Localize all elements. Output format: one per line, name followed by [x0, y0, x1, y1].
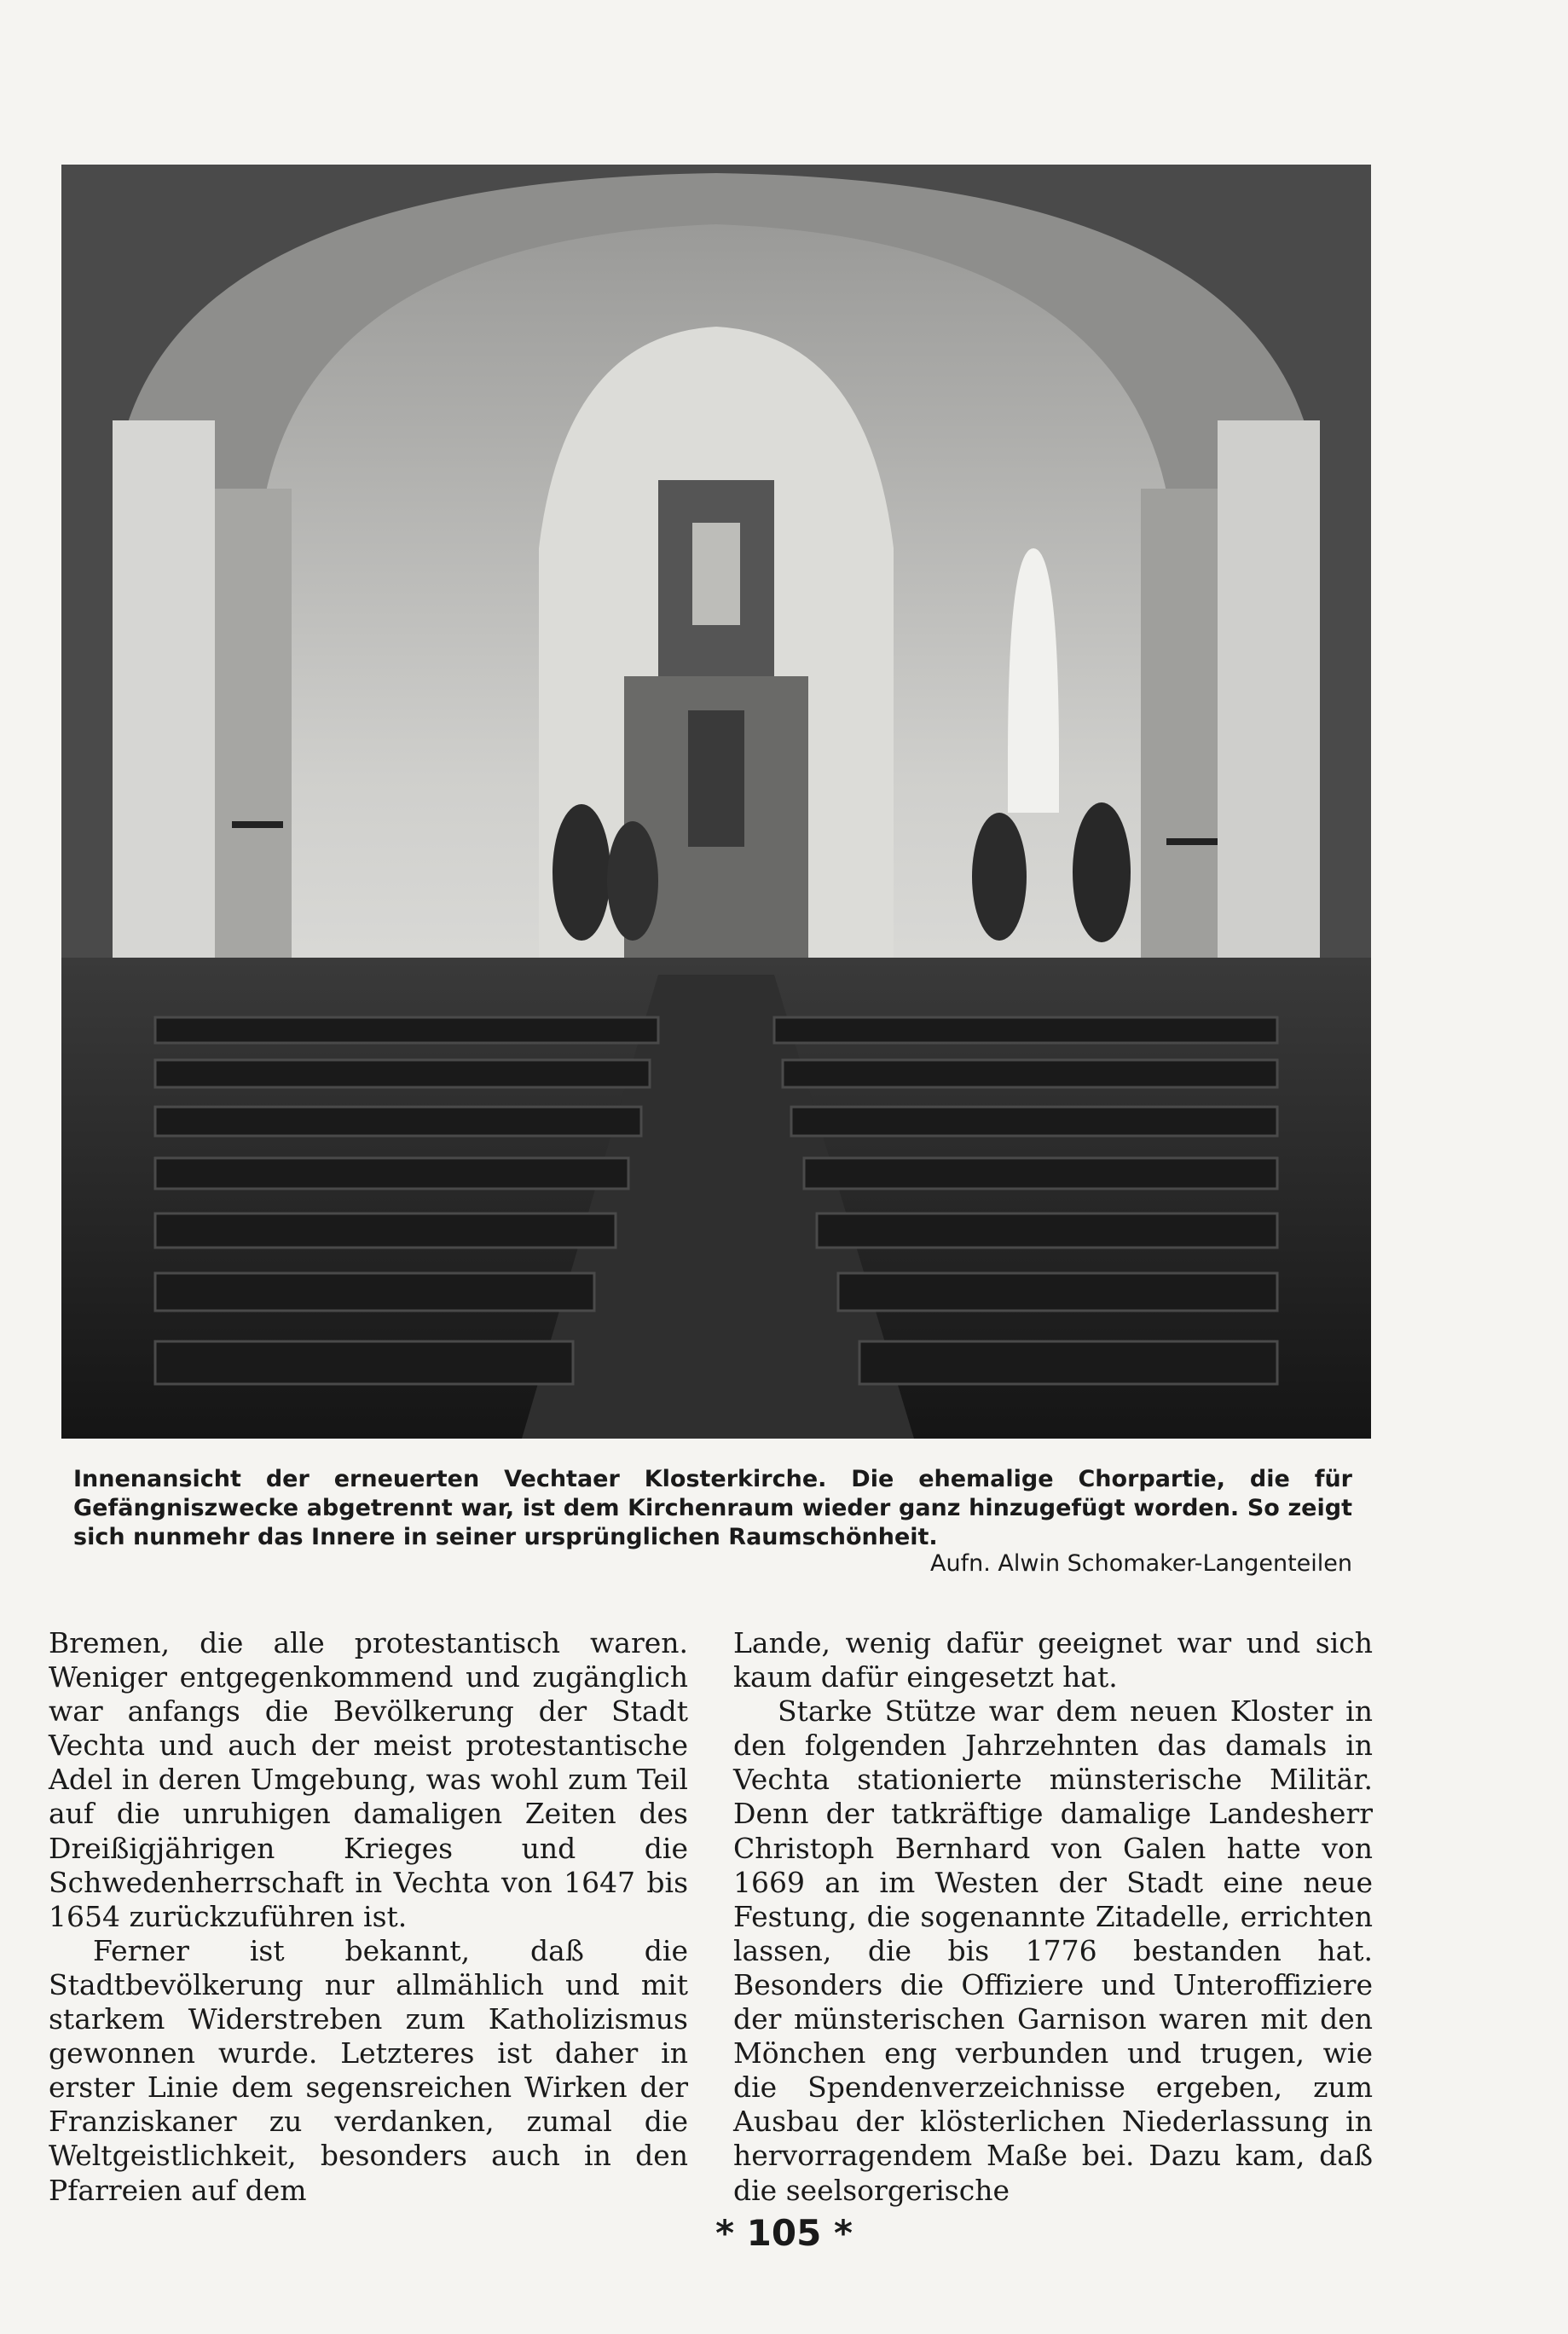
church-interior-illustration-icon: [61, 165, 1371, 1439]
left-paragraph-2: Ferner ist bekannt, daß die Stadtbevölkerung nur allmählich und mit starkem Widerstreben zum Katholizismus gewonnen wurde. Letzteres ist daher in erster Linie dem segensreichen Wirken der Franziskaner zu verdanken, zumal die Weltgeistlichkeit, besonders auch in den Pfarreien auf dem: [49, 1933, 688, 2207]
left-paragraph-1: Bremen, die alle protestantisch waren. Weniger entgegenkommend und zugänglich war anfangs die Bevölkerung der Stadt Vechta und auch der meist protestantische Adel in deren Umgebung, was wohl zum Teil auf die unruhigen damaligen Zeiten des Dreißigjährigen Krieges und die Schwedenherrschaft in Vechta von 1647 bis 1654 zurückzuführen ist.: [49, 1626, 688, 1933]
right-paragraph-1: Lande, wenig dafür geeignet war und sich kaum dafür eingesetzt hat.: [733, 1626, 1373, 1694]
photo-caption: Innenansicht der erneuerten Vechtaer Klosterkirche. Die ehemalige Chorpartie, die für Gefängniszwecke abgetrennt war, ist dem Kirchenraum wieder ganz hinzugefügt worden. So zeigt sich nunmehr das Innere in seiner ursprünglichen Raumschönheit.: [73, 1466, 1352, 1550]
right-column: [733, 1626, 1373, 2208]
page-number: * 105 *: [715, 2212, 853, 2254]
church-interior-photo: [61, 165, 1371, 1439]
photo-credit: Aufn. Alwin Schomaker-Langenteilen: [930, 1550, 1352, 1577]
left-column: [49, 1626, 688, 2208]
right-paragraph-2: Starke Stütze war dem neuen Kloster in den folgenden Jahrzehnten das damals in Vechta stationierte münsterische Militär. Denn der tatkräftige damalige Landesherr Christoph Bernhard von Galen hatte von 1669 an im Westen der Stadt eine neue Festung, die sogenannte Zitadelle, errichten lassen, die bis 1776 bestanden hat. Besonders die Offiziere und Unteroffiziere der münsterischen Garnison waren mit den Mönchen eng verbunden und trugen, wie die Spendenverzeichnisse ergeben, zum Ausbau der klösterlichen Niederlassung in hervorragendem Maße bei. Dazu kam, daß die seelsorgerische: [733, 1694, 1373, 2207]
